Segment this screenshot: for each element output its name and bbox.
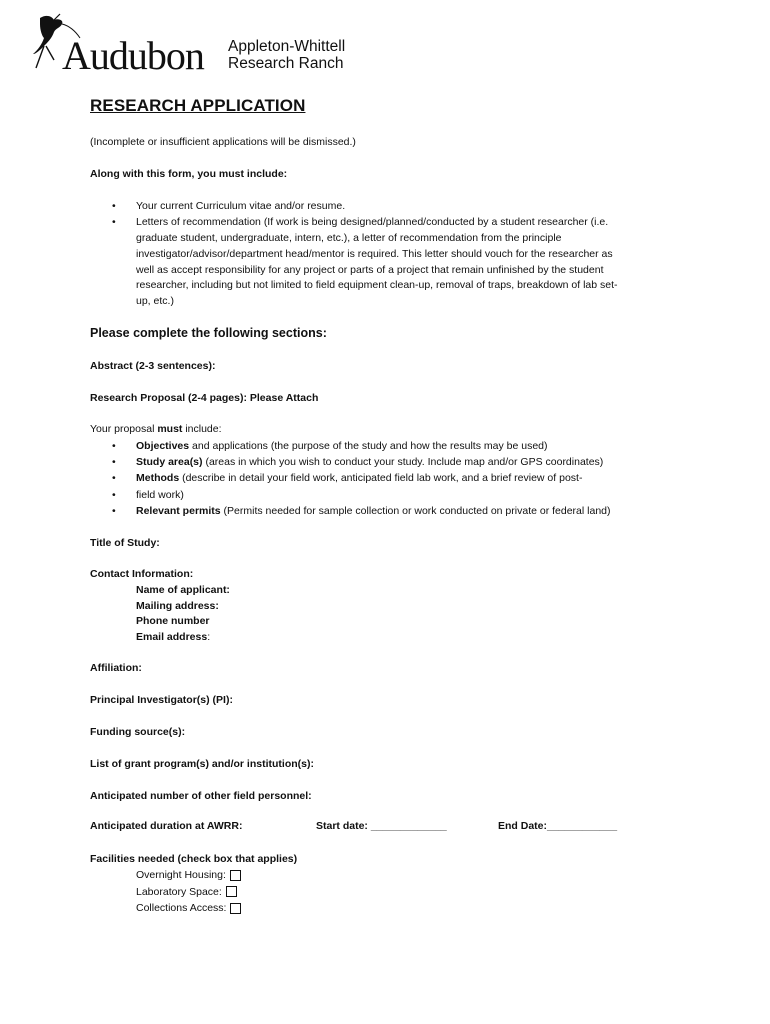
email-colon: : <box>207 630 211 643</box>
title-of-study-label: Title of Study: <box>90 537 160 549</box>
sections-heading: Please complete the following sections: <box>90 326 327 340</box>
affiliation-label: Affiliation: <box>90 662 142 674</box>
collections-access-checkbox[interactable] <box>230 903 241 914</box>
funding-label: Funding source(s): <box>90 726 186 738</box>
ranch-line-2: Research Ranch <box>228 55 344 72</box>
contact-heading: Contact Information: <box>90 568 194 580</box>
include-list <box>112 199 682 231</box>
abstract-label: Abstract (2-3 sentences): <box>90 360 216 372</box>
list-item <box>136 900 241 917</box>
audubon-logo <box>30 10 370 78</box>
list-item <box>112 438 682 454</box>
laboratory-space-label: Laboratory Space: <box>136 885 222 898</box>
intro-text: Your proposal <box>90 423 158 435</box>
list-item <box>136 884 241 901</box>
applicant-name-label: Name of applicant: <box>136 584 230 596</box>
list-item-continuation <box>112 487 682 503</box>
continuation-line: graduate student, undergraduate, intern, etc.), a letter of recommendation from the principle <box>136 232 562 244</box>
continuation-line: investigator/advisor/department head/mentor is required. This letter should vouch for the researcher as <box>136 247 613 260</box>
item-text: field work) <box>136 488 184 501</box>
mailing-address-label: Mailing address: <box>136 599 219 612</box>
collections-access-label: Collections Access: <box>136 902 227 914</box>
ranch-line-1: Appleton-Whittell <box>228 38 346 55</box>
overnight-housing-checkbox[interactable] <box>230 870 241 881</box>
list-item <box>112 470 682 486</box>
facilities-list <box>136 867 241 917</box>
continuation-line: researcher, including but not limited to field equipment clean-up, removal of traps, breakdown of lab set- <box>136 279 618 292</box>
list-item <box>112 454 682 470</box>
ranch-name <box>228 38 345 72</box>
recommendation-continuation <box>136 231 618 310</box>
include-heading: Along with this form, you must include: <box>90 168 288 180</box>
proposal-label: Research Proposal (2-4 pages): Please Attach <box>90 392 319 404</box>
continuation-line: up, etc.) <box>136 295 174 308</box>
list-item <box>136 867 241 884</box>
personnel-label: Anticipated number of other field personnel: <box>90 790 312 802</box>
page-title: RESEARCH APPLICATION <box>90 96 306 115</box>
duration-label: Anticipated duration at AWRR: <box>90 820 243 832</box>
continuation-line: well as accept responsibility for any project or parts of a project that remain unfinished by the student <box>136 263 604 276</box>
pi-label: Principal Investigator(s) (PI): <box>90 694 233 706</box>
list-item <box>112 503 682 519</box>
laboratory-space-checkbox[interactable] <box>226 886 237 897</box>
duration-row <box>90 820 618 832</box>
end-date-field[interactable]: End Date:____________ <box>498 820 618 832</box>
facilities-heading: Facilities needed (check box that applies) <box>90 853 298 865</box>
intro-emphasis: must <box>157 423 183 435</box>
intro-text: include: <box>182 423 222 435</box>
overnight-housing-label: Overnight Housing: <box>136 869 226 881</box>
email-address-label <box>136 630 230 646</box>
phone-number-label: Phone number <box>136 615 210 627</box>
item-text: (describe in detail your field work, anticipated field lab work, and a brief review of post- <box>179 472 583 485</box>
dismissal-note: (Incomplete or insufficient applications will be dismissed.) <box>90 136 356 148</box>
item-term: Study area(s) <box>136 456 203 469</box>
list-item: • Letters of recommendation (If work is being designed/planned/conducted by a student researcher (i.e. <box>112 215 682 231</box>
item-text: and applications (the purpose of the study and how the results may be used) <box>189 440 548 452</box>
grants-label: List of grant program(s) and/or institution(s): <box>90 758 314 770</box>
email-text: Email address <box>136 630 208 643</box>
item-term: Relevant permits <box>136 504 221 517</box>
proposal-list <box>112 438 682 519</box>
item-text: (areas in which you wish to conduct your study. Include map and/or GPS coordinates) <box>202 456 604 469</box>
start-date-field[interactable]: Start date: _____________ <box>316 820 447 832</box>
list-item: • Your current Curriculum vitae and/or resume. <box>112 199 682 215</box>
item-text: (Permits needed for sample collection or work conducted on private or federal land) <box>220 504 611 517</box>
brand-wordmark: Audubon <box>62 33 204 78</box>
contact-fields <box>136 583 230 645</box>
proposal-intro <box>90 422 222 437</box>
item-term: Objectives <box>136 440 190 452</box>
item-term: Methods <box>136 472 180 485</box>
